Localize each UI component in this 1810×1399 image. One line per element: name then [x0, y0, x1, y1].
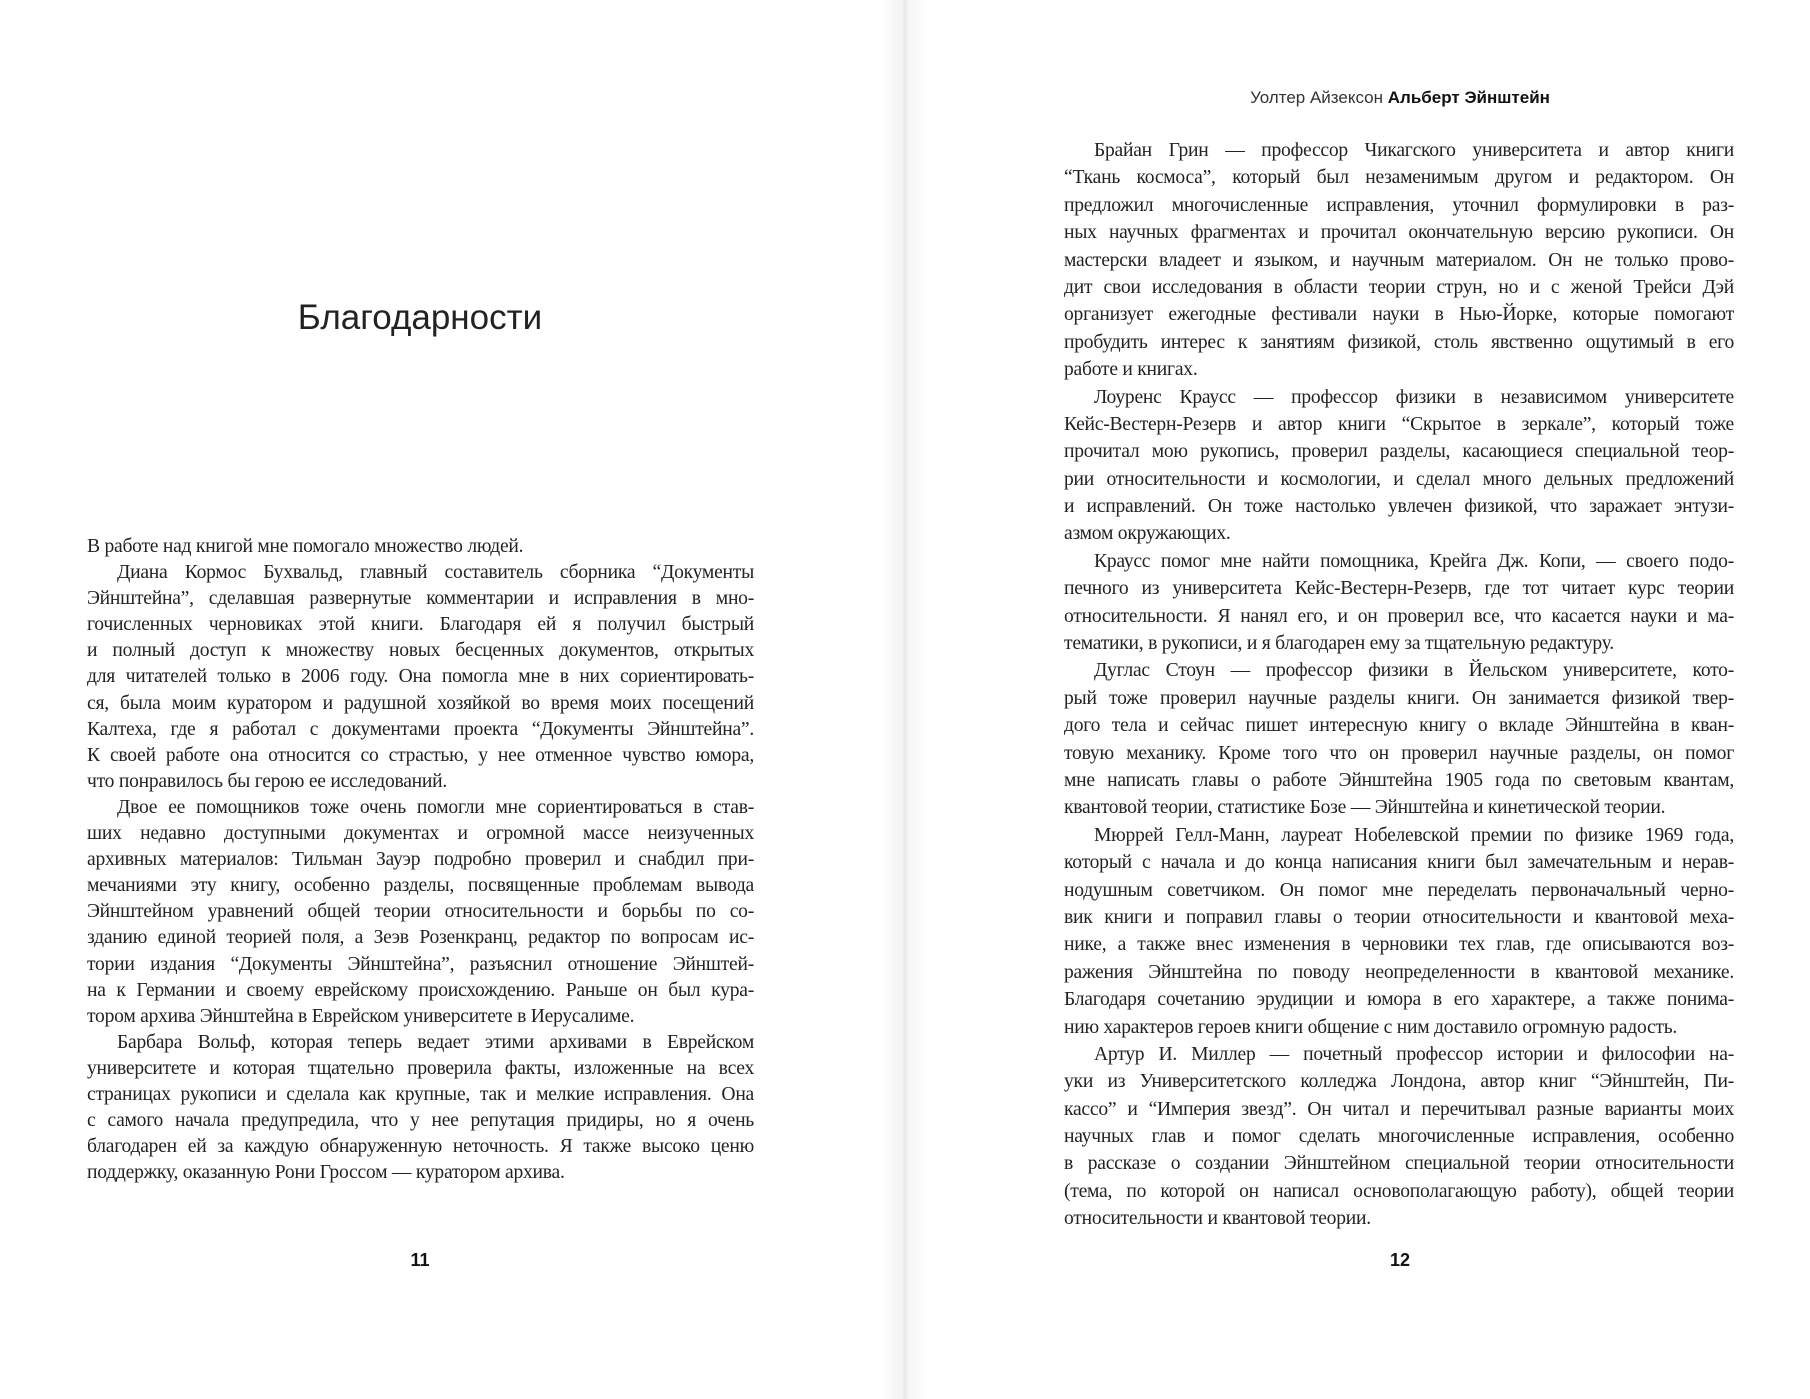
text-line: Барбара Вольф, которая теперь ведает этими архивами в Еврейском	[117, 1031, 754, 1053]
text-line: прочитал мою рукопись, проверил разделы, касающиеся специальной теор-	[1064, 441, 1734, 463]
right-page	[905, 0, 1810, 1399]
text-line: рии относительности и космологии, и сделал много дельных предложений	[1064, 468, 1734, 490]
text-line: вик книги и поправил главы о теории относительности и квантовой меха-	[1064, 906, 1734, 928]
text-line: ших недавно доступными документах и огромной массе неизученных	[87, 823, 754, 845]
text-line: (тема, по которой он написал основополагающую работу), общей теории	[1064, 1180, 1734, 1202]
text-line: относительности. Я нанял его, и он проверил все, что касается науки и ма-	[1064, 605, 1734, 627]
text-line: нию характеров героев книги общение с ним доставило огромную радость.	[1064, 1016, 1678, 1038]
paragraph	[1064, 548, 1734, 658]
paragraph	[1064, 384, 1734, 548]
text-line: ражения Эйнштейна по поводу неопределенности в квантовой механике.	[1064, 961, 1734, 983]
text-line: который с начала и до конца написания книги был замечательным и нерав-	[1064, 852, 1734, 874]
text-line: Краусс помог мне найти помощника, Крейга Дж. Копи, — своего подо-	[1094, 550, 1734, 572]
text-line: дит свои исследования в области теории струн, но и с женой Трейси Дэй	[1064, 276, 1734, 298]
text-line: гочисленных черновиках этой книги. Благодаря ей я получил быстрый	[87, 614, 754, 636]
text-line: Лоуренс Краусс — профессор физики в независимом университете	[1094, 386, 1734, 408]
text-line: Калтеха, где я работал с документами проекта “Документы Эйнштейна”.	[87, 718, 754, 740]
running-head-author: Уолтер Айзексон	[1250, 88, 1384, 107]
paragraph	[87, 795, 754, 1030]
book-spine-shadow	[880, 0, 930, 1399]
text-line: и исправлений. Он тоже настолько увлечен физикой, что заражает энтузи-	[1064, 496, 1734, 518]
text-line: азмом окружающих.	[1064, 523, 1231, 545]
text-line: организует ежегодные фестивали науки в Нью-Йорке, которые помогают	[1064, 304, 1734, 326]
right-page-body	[1064, 137, 1734, 1233]
paragraph	[87, 560, 754, 795]
text-line: Благодаря сочетанию эрудиции и юмора в его характере, а также понима-	[1064, 989, 1734, 1011]
text-line: предложил многочисленные исправления, уточнил формулировки в раз-	[1064, 194, 1734, 216]
page-number-left: 11	[410, 1250, 430, 1270]
text-line: Эйнштейна”, сделавшая развернутые комментарии и исправления в мно-	[87, 588, 754, 610]
text-line: Эйнштейном уравнений общей теории относительности и борьбы по со-	[87, 901, 754, 923]
text-line: страницах рукописи и сделала как крупные, так и мелкие исправления. Она	[87, 1083, 754, 1105]
text-line: относительности и квантовой теории.	[1064, 1208, 1371, 1230]
text-line: нодушным советчиком. Он помог мне переделать первоначальный черно-	[1064, 879, 1734, 901]
text-line: квантовой теории, статистике Бозе — Эйнштейна и кинетической теории.	[1064, 797, 1666, 819]
text-line: мастерски владеет и языком, и научным материалом. Он не только прово-	[1064, 249, 1734, 271]
paragraph	[87, 1030, 754, 1187]
chapter-title: Благодарности	[297, 298, 543, 338]
text-line: Двое ее помощников тоже очень помогли мне сориентироваться в став-	[117, 796, 754, 818]
text-line: с самого начала предупредила, что у нее репутация придиры, но я очень	[87, 1110, 754, 1132]
paragraph	[1064, 822, 1734, 1041]
page-number-right: 12	[1389, 1250, 1411, 1270]
text-line: печного из университета Кейс-Вестерн-Резерв, где тот читает курс теории	[1064, 578, 1734, 600]
paragraph	[1064, 657, 1734, 821]
text-line: К своей работе она относится со страстью, у нее отменное чувство юмора,	[87, 744, 754, 766]
text-line: что понравилось бы герою ее исследований.	[87, 770, 448, 792]
text-line: тематики, в рукописи, и я благодарен ему за тщательную редактуру.	[1064, 633, 1614, 655]
text-line: мне написать главы о работе Эйнштейна 1905 года по световым квантам,	[1064, 769, 1734, 791]
paragraph	[1064, 137, 1734, 384]
text-line: Артур И. Миллер — почетный профессор истории и философии на-	[1094, 1043, 1734, 1065]
text-line: ся, была моим куратором и радушной хозяйкой во время моих посещений	[87, 692, 754, 714]
text-line: благодарен ей за каждую обнаруженную неточность. Я также высоко ценю	[87, 1136, 754, 1158]
text-line: в рассказе о создании Эйнштейном специальной теории относительности	[1064, 1153, 1734, 1175]
paragraph	[87, 534, 754, 560]
text-line: В работе над книгой мне помогало множество людей.	[87, 536, 524, 557]
text-line: тории издания “Документы Эйнштейна”, разъяснил отношение Эйнштей-	[87, 953, 754, 975]
text-line: и полный доступ к множеству новых бесценных документов, открытых	[87, 640, 754, 662]
text-line: рый тоже проверил научные разделы книги. Он занимается физикой твер-	[1064, 687, 1734, 709]
text-line: пробудить интерес к занятиям физикой, столь явственно ощутимый в его	[1064, 331, 1734, 353]
running-head-title: Альберт Эйнштейн	[1387, 88, 1550, 107]
left-page-body	[87, 534, 754, 1186]
text-line: зданию единой теорией поля, а Зеэв Розенкранц, редактор по вопросам ис-	[87, 927, 754, 949]
text-line: тором архива Эйнштейна в Еврейском университете в Иерусалиме.	[87, 1005, 635, 1027]
text-line: ных научных фрагментах и прочитал окончательную версию рукописи. Он	[1064, 222, 1734, 244]
text-line: уки из Университетского колледжа Лондона, автор книг “Эйнштейн, Пи-	[1064, 1071, 1734, 1093]
text-line: кассо” и “Империя звезд”. Он читал и перечитывал разные варианты моих	[1064, 1098, 1734, 1120]
text-line: поддержку, оказанную Рони Гроссом — куратором архива.	[87, 1162, 565, 1184]
text-line: товую механику. Кроме того что он проверил научные разделы, он помог	[1064, 742, 1734, 764]
text-line: Мюррей Гелл-Манн, лауреат Нобелевской премии по физике 1969 года,	[1094, 824, 1734, 846]
text-line: университете и которая тщательно проверила факты, изложенные на всех	[87, 1057, 754, 1079]
text-line: для читателей только в 2006 году. Она помогла мне в них сориентировать-	[87, 666, 754, 688]
text-line: нике, а также внес изменения в черновики тех глав, где описываются воз-	[1064, 934, 1734, 956]
text-line: Диана Кормос Бухвальд, главный составитель сборника “Документы	[117, 562, 754, 584]
text-line: дого тела и сейчас пишет интересную книгу о вкладе Эйнштейна в кван-	[1064, 715, 1734, 737]
text-line: Кейс-Вестерн-Резерв и автор книги “Скрытое в зеркале”, который тоже	[1064, 413, 1734, 435]
paragraph	[1064, 1041, 1734, 1233]
text-line: работе и книгах.	[1064, 359, 1198, 381]
text-line: Дуглас Стоун — профессор физики в Йельском университете, кото-	[1094, 660, 1734, 682]
text-line: научных глав и помог сделать многочисленные исправления, особенно	[1064, 1126, 1734, 1148]
text-line: на к Германии и своему еврейскому происхождению. Раньше он был кура-	[87, 979, 754, 1001]
text-line: мечаниями эту книгу, особенно разделы, посвященные проблемам вывода	[87, 875, 754, 897]
text-line: архивных материалов: Тильман Зауэр подробно проверил и снабдил при-	[87, 849, 754, 871]
text-line: Брайан Грин — профессор Чикагского университета и автор книги	[1094, 140, 1734, 161]
running-head	[905, 88, 1810, 108]
text-line: “Ткань космоса”, который был незаменимым другом и редактором. Он	[1064, 167, 1734, 189]
